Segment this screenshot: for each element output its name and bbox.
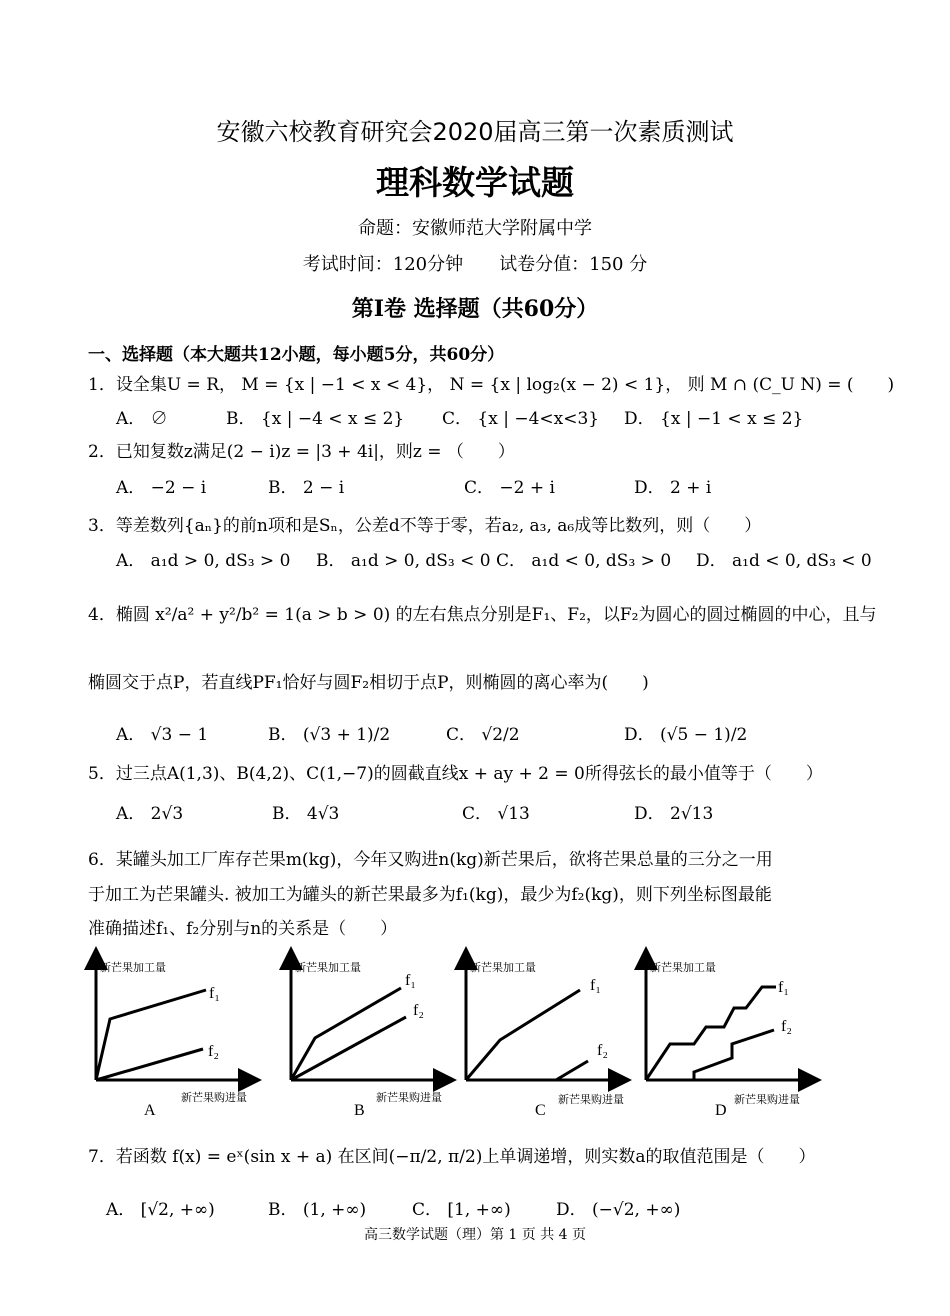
- q7-option-c: C． [1, +∞): [412, 1200, 511, 1220]
- exam-info-line: 考试时间：120分钟 试卷分值：150 分: [302, 254, 648, 275]
- graph-a-x-label: 新芒果购进量: [181, 1091, 247, 1104]
- q3-option-c: C． a₁d < 0, dS₃ > 0: [496, 551, 672, 571]
- question-2-stem: 2．已知复数z满足(2 − i)z = |3 + 4i|，则z = （ ）: [88, 442, 515, 462]
- q5-option-b: B． 4√3: [272, 804, 340, 824]
- graph-c: [448, 952, 638, 1126]
- graph-b-y-label: 新芒果加工量: [295, 961, 361, 974]
- graph-b-f2: f₂: [413, 1002, 424, 1019]
- graph-b-x-label: 新芒果购进量: [376, 1091, 442, 1104]
- q2-option-d: D． 2 + i: [634, 478, 712, 498]
- question-4-stem: 4．椭圆 x²/a² + y²/b² = 1(a > b > 0) 的左右焦点分别是F₁、F₂，以F₂为圆心的圆过椭圆的中心，且与: [88, 605, 877, 625]
- question-6-stem-cont2: 准确描述f₁、f₂分别与n的关系是（ ）: [88, 919, 398, 939]
- author-line: 命题：安徽师范大学附属中学: [358, 218, 592, 239]
- question-7-stem: 7．若函数 f(x) = eˣ(sin x + a) 在区间(−π/2, π/2)上单调递增，则实数a的取值范围是（ ）: [88, 1147, 816, 1167]
- page-footer: 高三数学试题（理）第 1 页 共 4 页: [363, 1227, 587, 1243]
- graph-c-letter: C: [535, 1102, 546, 1119]
- q4-option-d: D． (√5 − 1)/2: [624, 725, 748, 745]
- question-5-stem: 5．过三点A(1,3)、B(4,2)、C(1,−7)的圆截直线x + ay + 2 = 0所得弦长的最小值等于（ ）: [88, 764, 823, 784]
- graph-d-y-label: 新芒果加工量: [650, 961, 716, 974]
- q2-option-b: B． 2 − i: [268, 478, 345, 498]
- q1-option-d: D． {x | −1 < x ≤ 2}: [624, 409, 804, 429]
- graph-a-y-label: 新芒果加工量: [100, 961, 166, 974]
- q3-option-d: D． a₁d < 0, dS₃ < 0: [696, 551, 872, 571]
- graph-a-letter: A: [144, 1102, 156, 1119]
- q2-option-a: A． −2 − i: [116, 478, 207, 498]
- graph-c-f1: f₁: [590, 977, 601, 994]
- graph-c-f2: f₂: [597, 1042, 608, 1059]
- graph-b-f1: f₁: [405, 972, 416, 989]
- graph-a-f2: f₂: [208, 1043, 219, 1060]
- graph-d-f1: f₁: [778, 979, 789, 996]
- q4-option-a: A． √3 − 1: [116, 725, 209, 745]
- q7-option-d: D． (−√2, +∞): [556, 1200, 681, 1220]
- exam-subject-title: 理科数学试题: [376, 163, 574, 202]
- question-1-stem: 1．设全集U = R， M = {x | −1 < x < 4}， N = {x | log₂(x − 2) < 1}， 则 M ∩ (C_U N) = ( ): [88, 375, 895, 395]
- choice-section-header: 一、选择题（本大题共12小题，每小题5分，共60分）: [88, 345, 505, 365]
- question-3-stem: 3．等差数列{aₙ}的前n项和是Sₙ，公差d不等于零，若a₂, a₃, a₆成等比数列，则（ ）: [88, 516, 762, 536]
- q4-option-b: B． (√3 + 1)/2: [268, 725, 391, 745]
- q5-option-a: A． 2√3: [116, 804, 184, 824]
- q5-option-d: D． 2√13: [634, 804, 714, 824]
- exam-title: 安徽六校教育研究会2020届高三第一次素质测试: [216, 118, 734, 146]
- graph-b-letter: B: [354, 1102, 365, 1119]
- graph-c-x-label: 新芒果购进量: [558, 1093, 624, 1106]
- q1-option-a: A． ∅: [116, 409, 168, 429]
- question-4-stem-cont: 椭圆交于点P，若直线PF₁恰好与圆F₂相切于点P，则椭圆的离心率为( ): [88, 673, 649, 693]
- graph-b: [273, 952, 463, 1126]
- q7-option-b: B． (1, +∞): [268, 1200, 367, 1220]
- graph-d-x-label: 新芒果购进量: [734, 1093, 800, 1106]
- q2-option-c: C． −2 + i: [464, 478, 555, 498]
- q5-option-c: C． √13: [462, 804, 530, 824]
- graph-a-f1: f₁: [209, 985, 220, 1002]
- graph-d: [628, 952, 828, 1126]
- q3-option-a: A． a₁d > 0, dS₃ > 0: [116, 551, 291, 571]
- section-title: 第Ⅰ卷 选择题（共60分）: [351, 296, 599, 322]
- question-6-stem-cont: 于加工为芒果罐头. 被加工为罐头的新芒果最多为f₁(kg)，最少为f₂(kg)，则下列坐标图最能: [88, 885, 772, 905]
- graph-c-y-label: 新芒果加工量: [470, 961, 536, 974]
- q3-option-b: B． a₁d > 0, dS₃ < 0: [316, 551, 491, 571]
- graph-d-f2: f₂: [781, 1018, 792, 1035]
- question-6-stem: 6．某罐头加工厂库存芒果m(kg)，今年又购进n(kg)新芒果后，欲将芒果总量的三分之一用: [88, 850, 773, 870]
- q7-option-a: A． [√2, +∞): [106, 1200, 215, 1220]
- q4-option-c: C． √2/2: [446, 725, 520, 745]
- graph-d-letter: D: [715, 1102, 727, 1119]
- graph-a: [78, 952, 268, 1126]
- q1-option-c: C． {x | −4<x<3}: [442, 409, 600, 429]
- q1-option-b: B． {x | −4 < x ≤ 2}: [226, 409, 405, 429]
